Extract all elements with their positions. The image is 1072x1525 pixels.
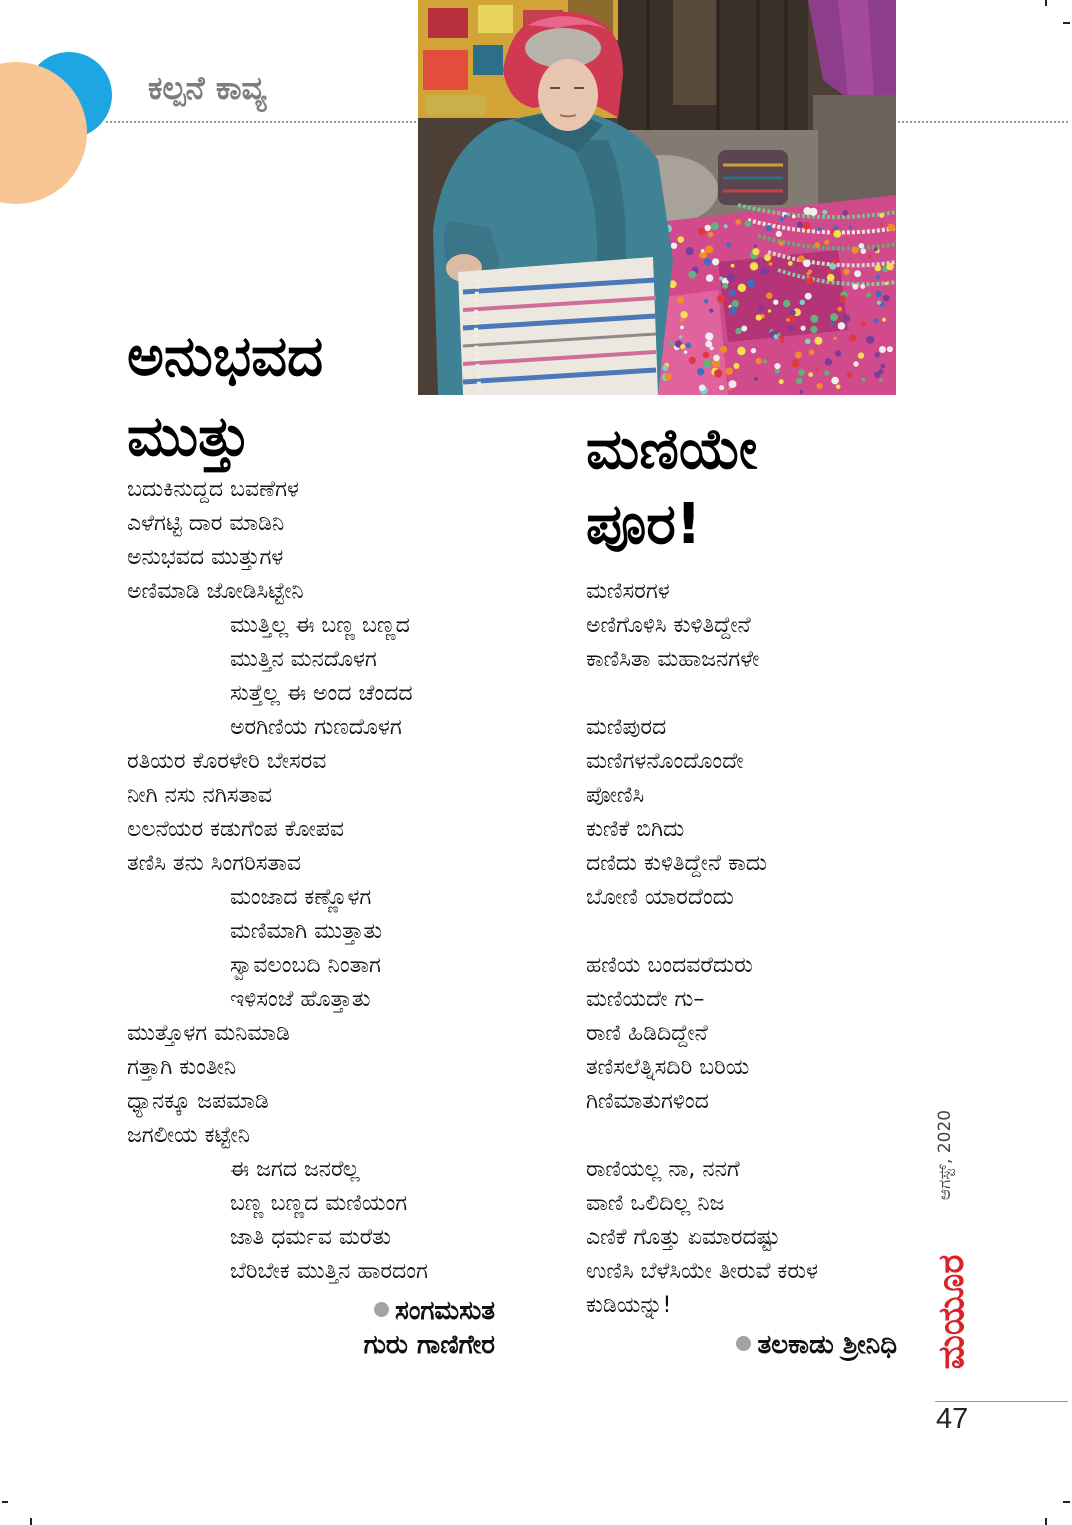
bead	[704, 299, 708, 303]
section-label: ಕಲ್ಪನೆ ಕಾವ್ಯ	[148, 69, 267, 107]
bead	[805, 339, 811, 345]
bead	[759, 305, 765, 311]
bead	[713, 355, 720, 362]
bead	[701, 249, 705, 253]
bead	[788, 326, 794, 332]
bead	[852, 284, 858, 290]
issue-date: ಆಗಸ್ಟ್, 2020	[935, 1109, 955, 1201]
bead	[853, 361, 858, 366]
bead	[833, 230, 841, 238]
poem-line: ರತಿಯರ ಕೊರಳೇರಿ ಬೇಸರವ	[127, 749, 327, 774]
poem-line: ಧ್ಯಾನಕ್ಕೂ ಜಪಮಾಡಿ	[127, 1089, 269, 1114]
poem-right-stanza	[586, 1153, 916, 1323]
poem-line: ಕುಡಿಯನ್ನು!	[586, 1293, 672, 1318]
bead	[796, 378, 802, 384]
bead	[879, 379, 882, 382]
bead	[774, 363, 780, 369]
poem-right-stanza	[586, 711, 916, 915]
poem-line: ಈ ಜಗದ ಜನರೆಲ್ಲ	[230, 1157, 360, 1182]
bead	[738, 284, 746, 292]
bead	[720, 345, 727, 352]
poem-line: ಮಣಿಗಳನೊಂದೊಂದೇ	[586, 749, 744, 774]
bead	[817, 227, 821, 231]
bead	[705, 332, 713, 340]
bead	[705, 245, 713, 253]
poem-line: ಅನುಭವದ ಮುತ್ತುಗಳ	[127, 545, 284, 570]
poem-line: ಹಣಿಯ ಬಂದವರೆದುರು	[586, 953, 753, 978]
bead	[664, 373, 671, 380]
bead	[689, 357, 696, 364]
bead	[861, 248, 867, 254]
bead	[769, 262, 773, 266]
bead	[825, 358, 832, 365]
crop-mark	[2, 1501, 8, 1503]
bead	[722, 283, 728, 289]
bead	[795, 352, 802, 359]
poem-left-stanza	[127, 609, 507, 745]
bead	[875, 265, 881, 271]
bead	[880, 222, 883, 225]
author-name: ತಲಕಾಡು ಶ್ರೀನಿಧಿ	[757, 1330, 897, 1360]
bead	[878, 369, 883, 374]
poem-line: ಮಣಿಯದೇ ಗು–	[586, 987, 705, 1012]
bead	[837, 307, 842, 312]
poem-line: ಮಣಿಮಾಗಿ ಮುತ್ತಾತು	[230, 919, 383, 944]
bead	[768, 309, 771, 312]
bead	[859, 243, 865, 249]
bead	[711, 222, 719, 230]
bead	[719, 276, 723, 280]
bead	[764, 254, 771, 261]
bead	[866, 336, 874, 344]
bead	[678, 236, 685, 243]
bead	[737, 347, 745, 355]
bead	[705, 341, 712, 348]
bead	[854, 270, 861, 277]
bead	[729, 380, 737, 388]
poem-line: ನೀಗಿ ನಸು ನಗಿಸತಾವ	[127, 783, 272, 808]
bead	[876, 291, 882, 297]
poem-line: ಅಣಿಗೊಳಿಸಿ ಕುಳಿತಿದ್ದೇನೆ	[586, 613, 751, 638]
bead	[751, 348, 756, 353]
bead	[784, 215, 788, 219]
bead	[679, 335, 682, 338]
author-line	[230, 1294, 495, 1328]
dotted-rule-left	[106, 121, 416, 123]
bead	[832, 259, 837, 264]
bead	[668, 341, 673, 346]
bead	[803, 222, 811, 230]
textile-patch	[428, 8, 468, 38]
poem-line: ರಾಣಿಯಲ್ಲ ನಾ, ನನಗೆ	[586, 1157, 740, 1182]
bead	[814, 242, 820, 248]
bead	[754, 377, 758, 381]
bead	[779, 379, 784, 384]
bead	[861, 321, 866, 326]
bead	[731, 264, 735, 268]
bead	[714, 369, 722, 377]
bead	[779, 241, 784, 246]
crop-mark	[1045, 0, 1047, 6]
magazine-logo: ಮಯೂರ	[931, 1254, 972, 1370]
bead	[822, 210, 827, 215]
bead	[761, 267, 769, 275]
textile-patch	[426, 95, 486, 115]
poem-line: ಮಣಿಸರಗಳ	[586, 579, 670, 604]
bead	[788, 261, 793, 266]
bead	[886, 263, 893, 270]
bead	[766, 293, 772, 299]
bead	[879, 213, 884, 218]
textile-patch	[473, 45, 503, 75]
poem-line: ಮುತ್ತಿಲ್ಲ ಈ ಬಣ್ಣ ಬಣ್ಣದ	[230, 613, 410, 638]
bead	[766, 225, 772, 231]
bead	[874, 318, 879, 323]
bead	[733, 363, 739, 369]
poem-line: ಬೋಣಿ ಯಾರದೆಂದು	[586, 885, 734, 910]
bead	[849, 226, 852, 229]
bead	[887, 224, 895, 232]
poem-line: ಎಣಿಕೆ ಗೊತ್ತು ಏಮಾರದಷ್ಟು	[586, 1225, 781, 1250]
poem-left-stanza	[127, 881, 507, 1017]
bead	[680, 311, 687, 318]
bead	[773, 300, 778, 305]
author-pen-name: ಸಂಗಮಸುತ	[395, 1296, 495, 1326]
bead	[729, 306, 737, 314]
poem-right-title-line: ಮಣಿಯೇ	[586, 417, 758, 482]
poem-line: ಪೋಣಿಸಿ	[586, 783, 645, 808]
poem-line: ಕುಣಿಕೆ ಬಿಗಿದು	[586, 817, 685, 842]
bead	[712, 258, 719, 265]
bead	[724, 224, 728, 228]
bead	[817, 383, 823, 389]
poem-photo	[418, 0, 896, 395]
bead	[827, 269, 831, 273]
bead	[874, 247, 878, 251]
poem-line: ಲಲನೆಯರ ಕಡುಗೆಂಪ ಕೋಪವ	[127, 817, 345, 842]
bead	[835, 350, 841, 356]
poem-right-title-line: ಪೂರ!	[586, 492, 702, 557]
poem-line: ವಾಣಿ ಒಲಿದಿಲ್ಲ ನಿಜ	[586, 1191, 725, 1216]
bead	[756, 315, 762, 321]
bead	[783, 300, 790, 307]
bead	[800, 300, 805, 305]
photo-bead-table	[633, 195, 896, 395]
poem-line: ಉಣಿಸಿ ಬೆಳೆಸಿಯೇ ತೀರುವೆ ಕರುಳ	[586, 1259, 818, 1284]
poem-left-stanza	[127, 1017, 507, 1153]
bead	[697, 368, 704, 375]
bead	[809, 350, 814, 355]
bead	[706, 274, 713, 281]
poem-left-stanza	[127, 1153, 507, 1289]
bead	[885, 282, 888, 285]
bead	[838, 322, 846, 330]
bead	[729, 290, 735, 296]
poem-line: ಸ್ವಾವಲಂಬದಿ ನಿಂತಾಗ	[230, 953, 381, 978]
poem-line: ಸುತ್ತೆಲ್ಲ ಈ ಅಂದ ಚೆಂದದ	[230, 681, 413, 706]
bead	[814, 337, 822, 345]
poem-right-stanza	[586, 949, 916, 1119]
bead	[824, 370, 829, 375]
bead	[880, 364, 885, 369]
bead	[727, 274, 732, 279]
bead	[860, 284, 865, 289]
author-line	[600, 1328, 897, 1362]
poem-line: ಬಣ್ಣ ಬಣ್ಣದ ಮಣಿಯಂಗ	[230, 1191, 408, 1216]
poem-left-author	[230, 1294, 495, 1362]
bead	[830, 313, 838, 321]
bead	[883, 295, 890, 302]
poem-right-author	[600, 1328, 897, 1362]
bead	[791, 359, 799, 367]
poem-line: ಬದುಕಿನುದ್ದದ ಬವಣೆಗಳ	[127, 477, 299, 502]
bead	[799, 390, 803, 394]
bullet-dot-icon	[374, 1302, 389, 1317]
bead	[688, 271, 696, 279]
bead	[750, 262, 758, 270]
bead	[790, 310, 796, 316]
bead	[805, 293, 812, 300]
poem-left-body	[127, 473, 507, 1289]
bead	[809, 208, 817, 216]
bead	[875, 352, 880, 357]
bead	[827, 274, 835, 282]
bead	[806, 277, 813, 284]
bead	[831, 377, 839, 385]
crop-mark	[30, 1518, 32, 1525]
bead	[810, 326, 817, 333]
bead	[662, 365, 668, 371]
poem-line: ತಣಿಸಲೆತ್ನಿಸದಿರಿ ಬರಿಯ	[586, 1055, 750, 1080]
poem-right-body	[586, 575, 916, 1323]
poem-left-stanza	[127, 473, 507, 609]
poem-left-title	[127, 317, 323, 477]
bead	[754, 244, 757, 247]
bead	[806, 272, 810, 276]
poem-line: ಮಂಜಾದ ಕಣ್ಣೊಳಗ	[230, 885, 372, 910]
author-name: ಗುರು ಗಾಣಿಗೇರ	[363, 1330, 495, 1360]
bead	[851, 247, 858, 254]
bead	[745, 221, 751, 227]
photo-wooden-door	[618, 0, 808, 135]
bead	[836, 385, 841, 390]
bead	[677, 296, 684, 303]
textile-patch	[423, 50, 468, 90]
bead	[680, 326, 684, 330]
bead	[842, 210, 848, 216]
bead	[752, 248, 759, 255]
crop-mark	[1045, 1518, 1047, 1525]
page-number: 47	[936, 1403, 969, 1435]
bead	[862, 378, 866, 382]
bead	[686, 343, 692, 349]
poem-line: ಮುತ್ತಿನ ಮನದೊಳಗ	[230, 647, 377, 672]
bead	[705, 225, 711, 231]
poem-left-stanza	[127, 745, 507, 881]
bead	[709, 309, 713, 313]
bead	[847, 372, 852, 377]
face	[538, 59, 598, 131]
bead	[824, 240, 829, 245]
bead	[833, 225, 838, 230]
poem-line: ಇಳಿಸಂಜೆ ಹೊತ್ತಾತು	[230, 987, 371, 1012]
crop-mark	[1063, 22, 1070, 24]
bead	[747, 279, 755, 287]
bead	[717, 295, 725, 303]
bead	[815, 368, 818, 371]
bead	[843, 315, 850, 322]
bullet-dot-icon	[736, 1336, 751, 1351]
bead	[719, 385, 724, 390]
bead	[830, 322, 834, 326]
bead	[833, 337, 836, 340]
poem-line: ಜಗಲೀಯ ಕಟ್ಟೇನಿ	[127, 1123, 250, 1148]
textile-patch	[478, 5, 513, 33]
bead	[780, 336, 784, 340]
bead	[679, 318, 683, 322]
bead	[876, 274, 881, 279]
poem-line: ಗಿಣಿಮಾತುಗಳಿಂದ	[586, 1089, 709, 1114]
bead	[877, 301, 881, 305]
poem-left-title-line: ಅನುಭವದ	[127, 324, 324, 389]
bead	[866, 293, 871, 298]
bead	[786, 318, 790, 322]
poem-line: ಕಾಣಿಸಿತಾ ಮಹಾಜನಗಳೇ	[586, 647, 760, 672]
bead	[776, 231, 782, 237]
bead	[756, 358, 762, 364]
poem-line: ಅಣಿಮಾಡಿ ಜೋಡಿಸಿಟ್ಟೇನಿ	[127, 579, 304, 604]
bead	[843, 269, 849, 275]
bead	[887, 346, 893, 352]
photo-wall	[813, 95, 896, 205]
poem-right-stanza	[586, 575, 916, 677]
bead	[774, 334, 779, 339]
crop-mark	[1063, 1501, 1070, 1503]
bead	[704, 258, 711, 265]
photo-purple-cloth	[808, 0, 896, 205]
poem-line: ಜಾತಿ ಧರ್ಮವ ಮರೆತು	[230, 1225, 391, 1250]
bead	[879, 346, 886, 353]
bead	[797, 222, 803, 228]
bead	[868, 255, 871, 258]
bead	[858, 352, 864, 358]
bead	[735, 219, 741, 225]
poem-line: ಮಣಿಪುರದ	[586, 715, 667, 740]
poem-line: ಅರಗಿಣಿಯ ಗುಣದೊಳಗ	[230, 715, 402, 740]
bead	[699, 384, 706, 391]
bead	[671, 243, 677, 249]
bead	[798, 255, 805, 262]
bead	[763, 359, 767, 363]
bead	[808, 372, 813, 377]
bead	[882, 318, 886, 322]
dotted-rule-right	[898, 121, 1068, 123]
bead	[686, 247, 694, 255]
bead	[684, 350, 687, 353]
bead	[703, 352, 709, 358]
bead	[840, 295, 847, 302]
poem-line: ಎಳೆಗಟ್ಟಿ ದಾರ ಮಾಡಿನಿ	[127, 511, 285, 536]
bead	[680, 344, 685, 349]
poem-right-title	[586, 412, 757, 562]
bead	[792, 215, 796, 219]
bead	[741, 326, 747, 332]
poem-line: ಬೆರಿಬೇಕ ಮುತ್ತಿನ ಹಾರದಂಗ	[230, 1259, 428, 1284]
bead	[735, 328, 741, 334]
poem-line: ಮುತ್ತೊಳಗ ಮನಿಮಾಡಿ	[127, 1021, 290, 1046]
poem-line: ದಣಿದು ಕುಳಿತಿದ್ದೇನೆ ಕಾದು	[586, 851, 767, 876]
poem-line: ಗತ್ತಾಗಿ ಕುಂತೀನಿ	[127, 1055, 237, 1080]
bead	[849, 334, 856, 341]
bead	[801, 326, 806, 331]
bead	[798, 369, 805, 376]
bead	[726, 243, 731, 248]
poem-line: ತಣಿಸಿ ತನು ಸಿಂಗರಿಸತಾವ	[127, 851, 301, 876]
poem-line: ರಾಣಿ ಹಿಡಿದಿದ್ದೇನೆ	[586, 1021, 708, 1046]
bead	[810, 315, 818, 323]
door-plank	[673, 0, 718, 105]
bead	[780, 218, 784, 222]
bead	[708, 232, 714, 238]
bead	[728, 368, 733, 373]
bead	[703, 360, 711, 368]
poem-left-title-line: ಮುತ್ತು	[127, 404, 251, 469]
